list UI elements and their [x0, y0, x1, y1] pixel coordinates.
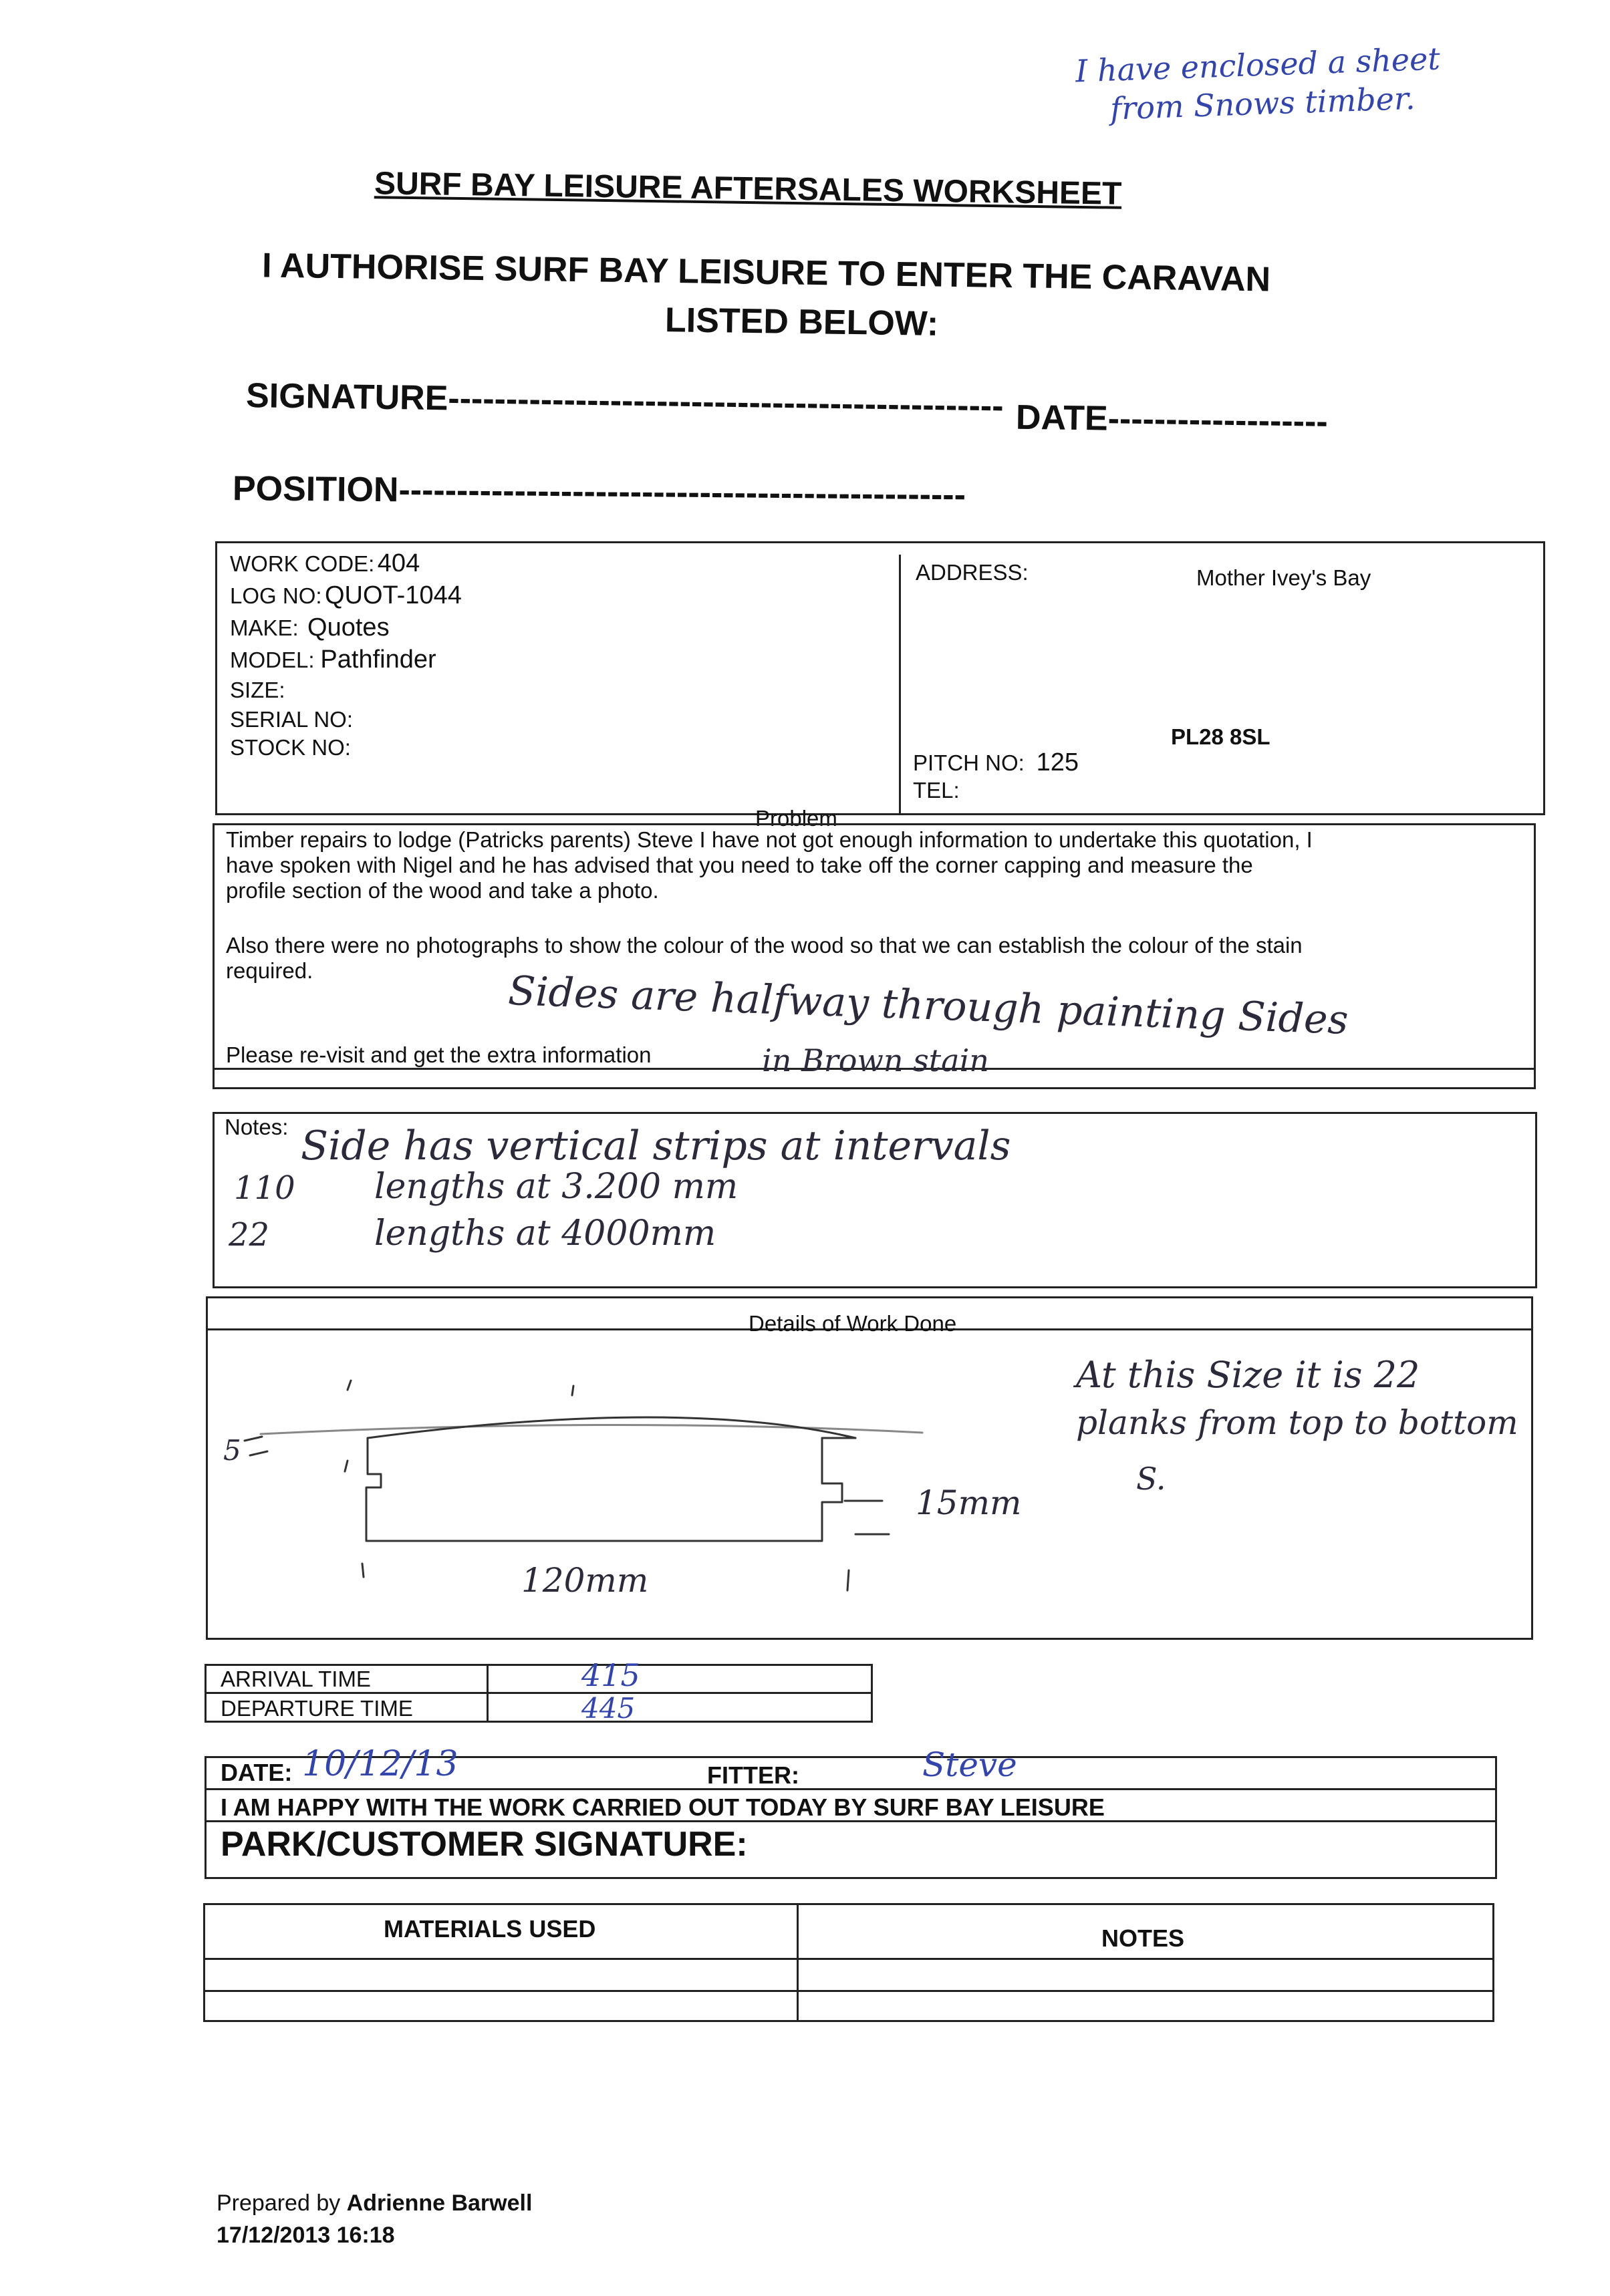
happy-statement: I AM HAPPY WITH THE WORK CARRIED OUT TODAY BY SURF BAY LEISURE — [221, 1793, 1105, 1821]
signature-field[interactable]: SIGNATURE------------------------------------------------ — [245, 376, 1004, 426]
materials-row-2 — [203, 1990, 1494, 1992]
margin-note — [1075, 39, 1442, 130]
work-code-value: 404 — [377, 549, 420, 577]
address-label: ADDRESS: — [916, 560, 1029, 585]
work-done-note2: planks from top to bottom — [1076, 1403, 1518, 1442]
job-info-divider — [899, 555, 901, 815]
materials-col2-header: NOTES — [1101, 1924, 1185, 1952]
pitch-no-value: 125 — [1036, 748, 1079, 776]
problem-revisit: Please re-visit and get the extra information — [226, 1042, 652, 1067]
dim-width: 120mm — [521, 1561, 649, 1600]
log-no-label: LOG NO: — [230, 583, 322, 608]
work-done-note1: At this Size it is 22 — [1076, 1354, 1420, 1396]
problem-p1-l2: have spoken with Nigel and he has advised that you need to take off the corner capping and measure the — [226, 853, 1253, 877]
make-label: MAKE: — [230, 615, 299, 640]
size-label: SIZE: — [230, 678, 285, 702]
departure-label: DEPARTURE TIME — [221, 1696, 413, 1721]
materials-col-divider — [797, 1903, 799, 2022]
notes-line3-num: 22 — [229, 1216, 270, 1254]
stock-no-label: STOCK NO: — [230, 735, 351, 760]
problem-handwriting-1: Sides are halfway through painting Sides — [507, 968, 1349, 1044]
materials-col1-header: MATERIALS USED — [384, 1915, 596, 1943]
times-row-divider — [205, 1692, 873, 1694]
departure-value[interactable]: 445 — [581, 1692, 636, 1725]
prepared-timestamp: 17/12/2013 16:18 — [217, 2222, 395, 2248]
dim-thickness: 15mm — [916, 1483, 1022, 1522]
log-no-value: QUOT-1044 — [324, 581, 462, 609]
pitch-row — [913, 748, 1079, 777]
model-label: MODEL: — [230, 648, 315, 672]
authorise-line1: I AUTHORISE SURF BAY LEISURE TO ENTER THE CARAVAN — [261, 246, 1271, 299]
work-done-heading: Details of Work Done — [749, 1311, 957, 1336]
prepared-name: Adrienne Barwell — [346, 2190, 533, 2216]
header-date-field[interactable]: DATE------------------- — [1015, 398, 1329, 442]
pitch-no-label: PITCH NO: — [913, 750, 1025, 775]
materials-row-1 — [203, 1958, 1494, 1960]
model-value: Pathfinder — [320, 645, 436, 674]
notes-line2: lengths at 3.200 mm — [374, 1167, 739, 1207]
prepared-by — [217, 2190, 532, 2216]
job-left-fields — [230, 549, 462, 763]
customer-signature-field[interactable]: PARK/CUSTOMER SIGNATURE: — [221, 1825, 748, 1864]
signoff-date-value[interactable]: 10/12/13 — [302, 1744, 458, 1784]
work-code-label: WORK CODE: — [230, 551, 375, 576]
postcode-value: PL28 8SL — [1171, 724, 1270, 749]
notes-line2-num: 110 — [234, 1169, 295, 1207]
position-field[interactable]: POSITION------------------------------------------------- — [232, 469, 966, 515]
margin-note-line1: I have enclosed a sheet — [1075, 40, 1441, 90]
problem-heading: Problem — [755, 806, 837, 831]
signoff-divider-1 — [205, 1788, 1497, 1790]
notes-line1: Side has vertical strips at intervals — [301, 1123, 1011, 1169]
dim-small: 5 — [223, 1434, 241, 1467]
fitter-value[interactable]: Steve — [922, 1745, 1017, 1784]
margin-note-line2: from Snows timber. — [1109, 80, 1416, 127]
make-value: Quotes — [307, 613, 390, 641]
notes-line3: lengths at 4000mm — [374, 1213, 716, 1254]
problem-p2-l1: Also there were no photographs to show the colour of the wood so that we can establish the colour of the stain — [226, 933, 1303, 958]
page-title: SURF BAY LEISURE AFTERSALES WORKSHEET — [374, 166, 1122, 212]
problem-p1-l3: profile section of the wood and take a photo. — [226, 878, 659, 903]
serial-no-label: SERIAL NO: — [230, 707, 353, 732]
authorise-line2: LISTED BELOW: — [664, 301, 939, 343]
tel-label: TEL: — [913, 778, 960, 803]
problem-p2-l2: required. — [226, 958, 313, 983]
arrival-value[interactable]: 415 — [581, 1657, 640, 1693]
work-done-s: S. — [1136, 1461, 1166, 1497]
notes-label: Notes: — [225, 1115, 289, 1139]
fitter-label: FITTER: — [707, 1761, 799, 1789]
prepared-prefix: Prepared by — [217, 2190, 347, 2216]
problem-text — [226, 827, 1313, 984]
arrival-label: ARRIVAL TIME — [221, 1667, 371, 1691]
address-value: Mother Ivey's Bay — [1196, 565, 1371, 590]
problem-handwriting-2: in Brown stain — [762, 1042, 989, 1079]
signoff-date-label: DATE: — [221, 1759, 293, 1786]
problem-p1-l1: Timber repairs to lodge (Patricks parents) Steve I have not got enough information to undertake this quotation, I — [226, 827, 1313, 852]
